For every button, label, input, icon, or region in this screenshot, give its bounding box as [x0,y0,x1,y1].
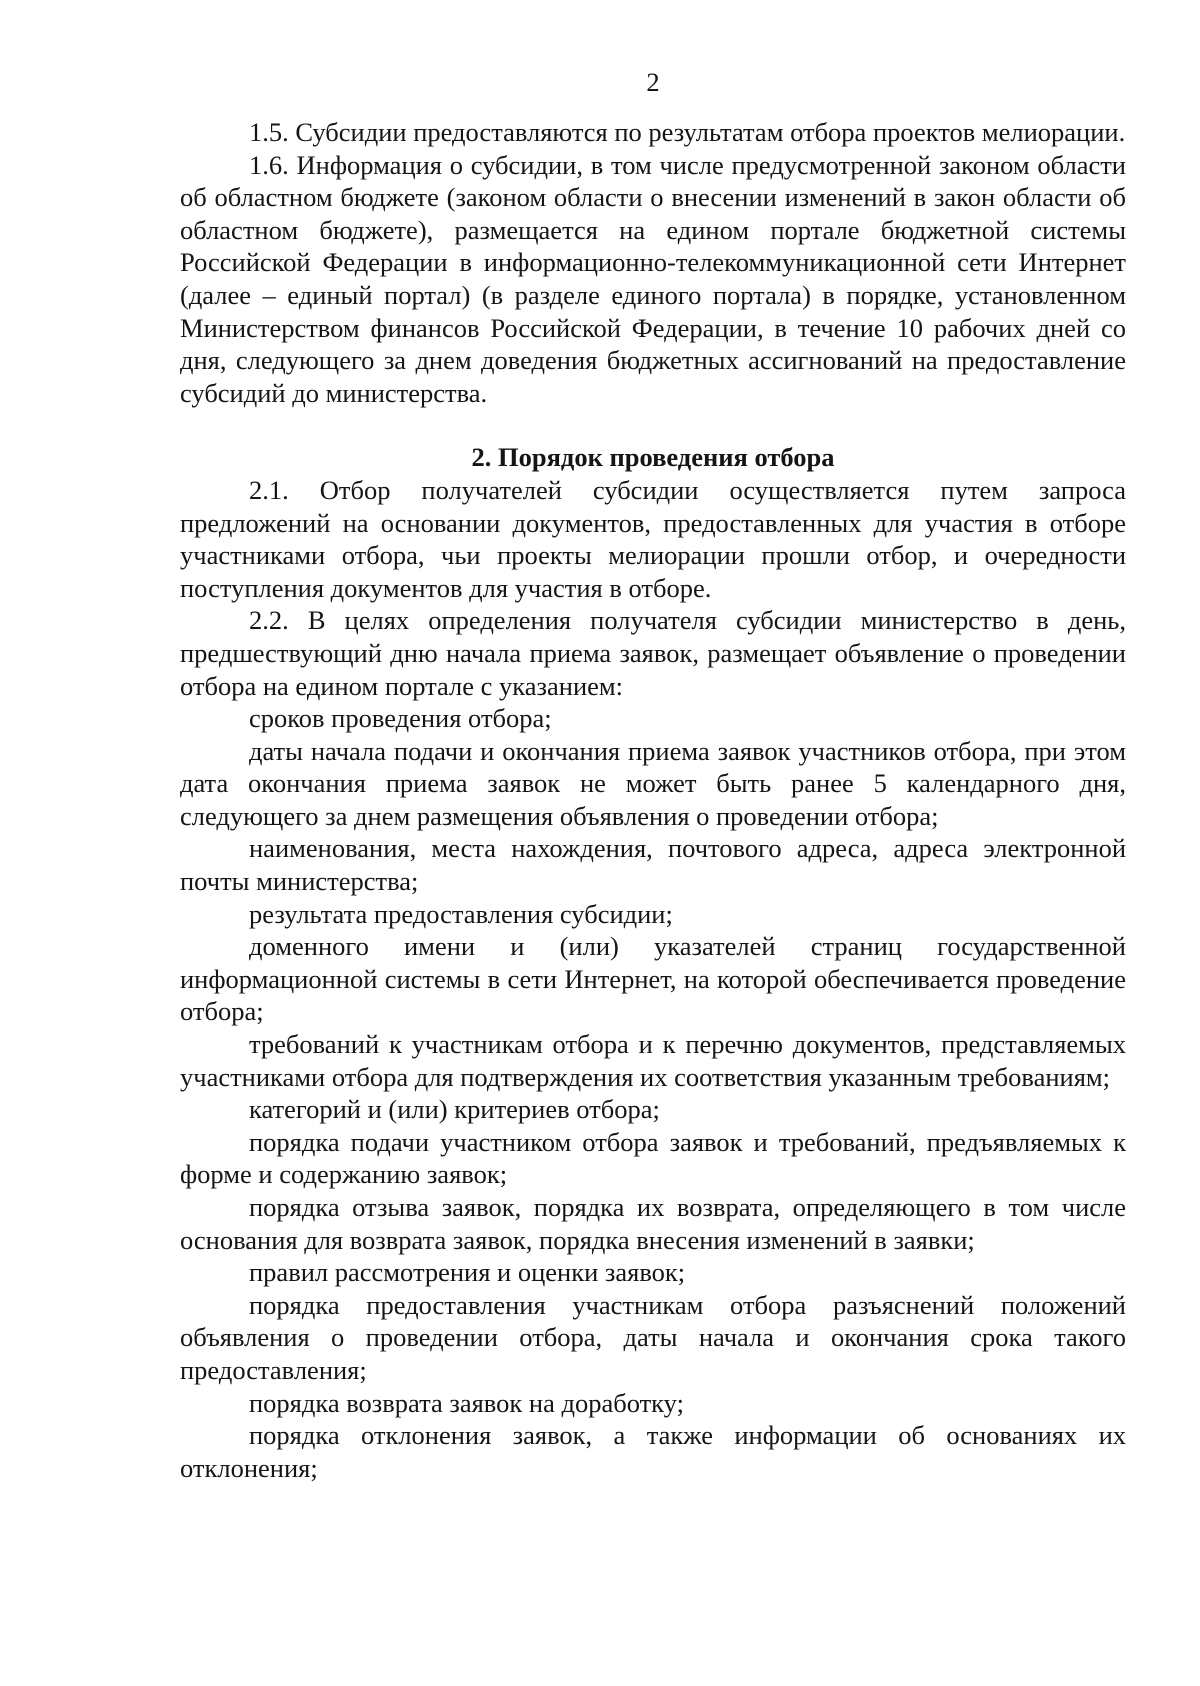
paragraph-1-6: 1.6. Информация о субсидии, в том числе предусмотренной законом области об областном бюджете (законом области о внесении изменений в закон области об областном бюджете), размещается на едином портале бюджетной системы Российской Федерации в информационно-телекоммуникационной сети Интернет (далее – единый портал) (в разделе единого портала) в порядке, установленном Министерством финансов Российской Федерации, в течение 10 рабочих дней со дня, следующего за днем доведения бюджетных ассигнований на предоставление субсидий до министерства. [180,149,1126,408]
list-item-rejection: порядка отклонения заявок, а также информации об основаниях их отклонения; [180,1420,1126,1483]
section-title: 2. Порядок проведения отбора [471,442,835,473]
document-page [180,66,1126,1484]
list-item-submission-order: порядка подачи участником отбора заявок и требований, предъявляемых к форме и содержанию заявок; [180,1126,1126,1190]
list-item-ministry-contacts: наименования, места нахождения, почтового адреса, адреса электронной почты министерства; [180,833,1126,897]
paragraph-2-1: 2.1. Отбор получателей субсидии осуществляется путем запроса предложений на основании документов, предоставленных для участия в отборе участниками отбора, чьи проекты мелиорации прошли отбор, и очередности поступления документов для участия в отборе. [180,474,1126,603]
list-item-terms: сроков проведения отбора; [249,703,552,734]
list-item-requirements: требований к участникам отбора и к перечню документов, представляемых участниками отбора для подтверждения их соответствия указанным требованиям; [180,1029,1126,1092]
list-item-withdrawal-order: порядка отзыва заявок, порядка их возврата, определяющего в том числе основания для возврата заявок, порядка внесения изменений в заявки; [180,1192,1126,1255]
list-item-domain: доменного имени и (или) указателей страниц государственной информационной системы в сети Интернет, на которой обеспечивается проведение отбора; [180,931,1126,1027]
paragraph-2-2: 2.2. В целях определения получателя субсидии министерство в день, предшествующий дню начала приема заявок, размещает объявление о проведении отбора на едином портале с указанием: [180,605,1126,701]
list-item-return-for-revision: порядка возврата заявок на доработку; [249,1387,684,1418]
list-item-review-rules: правил рассмотрения и оценки заявок; [249,1257,686,1288]
paragraph-1-5: 1.5. Субсидии предоставляются по результатам отбора проектов мелиорации. [249,117,1126,147]
list-item-clarifications: порядка предоставления участникам отбора разъяснений положений объявления о проведении отбора, даты начала и окончания срока такого предоставления; [180,1289,1126,1385]
list-item-criteria: категорий и (или) критериев отбора; [249,1094,660,1125]
list-item-dates: даты начала подачи и окончания приема заявок участников отбора, при этом дата окончания приема заявок не может быть ранее 5 календарного дня, следующего за днем размещения объявления о проведении отбора; [180,735,1126,831]
list-item-result: результата предоставления субсидии; [249,898,673,929]
page-number: 2 [646,67,660,97]
